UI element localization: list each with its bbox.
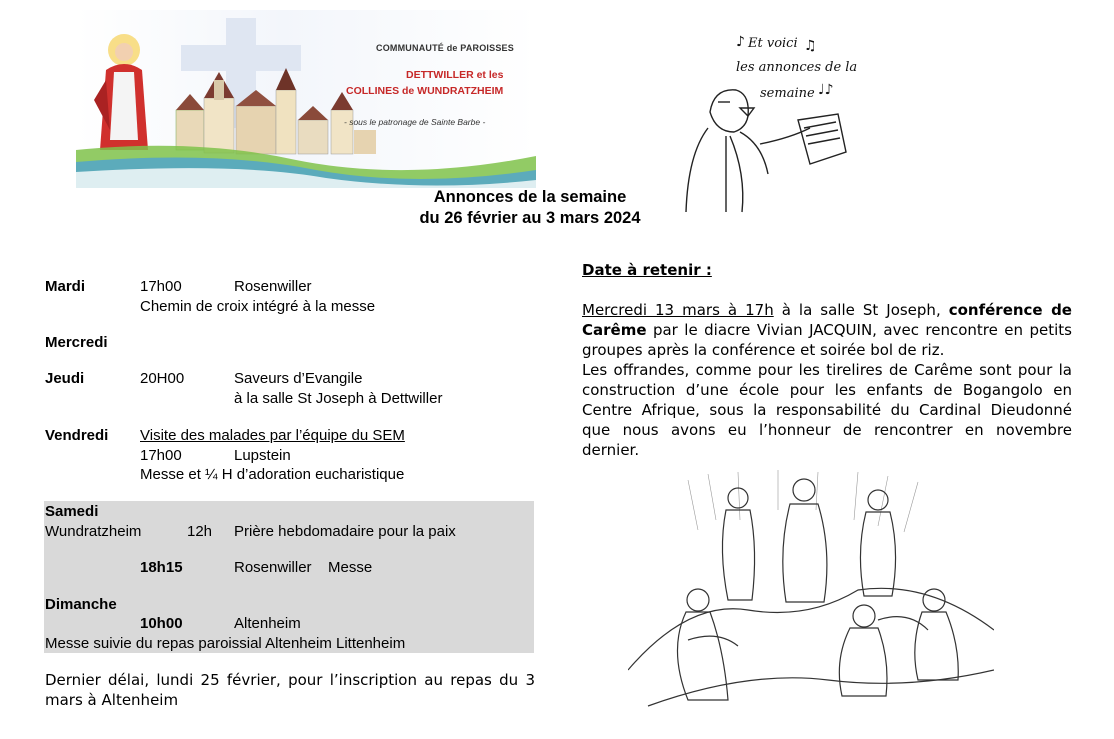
dimanche-desc: Messe suivie du repas paroissial Altenheim Littenheim [45,635,406,652]
singing-priest-illustration [670,24,860,214]
day-mardi: Mardi [45,278,86,295]
samedi-desc-2: Messe [328,559,373,576]
svg-text:♩♪: ♩♪ [818,82,834,98]
svg-text:♫: ♫ [804,38,817,54]
singing-priest-image [670,24,860,214]
page-title [360,187,700,229]
transfiguration-image [628,470,994,710]
logo-line-1: COMMUNAUTÉ de PAROISSES [376,43,514,53]
vendredi-place: Lupstein [234,447,291,464]
vendredi-visit: Visite des malades par l’équipe du SEM [140,427,405,444]
day-dimanche: Dimanche [45,596,117,613]
logo-line-2: DETTWILLER et les [406,69,504,81]
samedi-place-2: Rosenwiller [234,559,312,576]
logo-line-4: - sous le patronage de Sainte Barbe - [344,117,486,127]
right-column [582,260,1072,460]
parish-logo-image [76,10,536,188]
day-jeudi: Jeudi [45,370,85,387]
parish-logo [76,10,536,188]
event-date: Mercredi 13 mars à 17h [582,301,774,319]
singer-text-2: les annonces de la [736,60,858,75]
samedi-desc-1: Prière hebdomadaire pour la paix [234,523,456,540]
vendredi-time: 17h00 [140,447,182,464]
svg-text:♪: ♪ [736,34,745,50]
singer-text-1: Et voici [748,36,798,51]
jeudi-place: Saveurs d’Evangile [234,370,363,387]
event-paragraph [582,300,1072,360]
date-heading: Date à retenir : [582,261,712,279]
samedi-place-1: Wundratzheim [45,523,142,540]
mardi-time: 17h00 [140,278,182,295]
dimanche-place: Altenheim [234,615,301,632]
vendredi-desc: Messe et ¼ H d’adoration eucharistique [140,466,405,483]
event-bold: conférence de Carême [582,301,1072,339]
transfiguration-illustration [628,470,994,710]
jeudi-desc: à la salle St Joseph à Dettwiller [234,390,443,407]
singer-text-3: semaine [760,86,815,101]
mardi-place: Rosenwiller [234,278,312,295]
title-line-1: Annonces de la semaine [433,188,627,206]
day-mercredi: Mercredi [45,334,108,351]
title-line-2: du 26 février au 3 mars 2024 [419,209,641,227]
event-text-a: à la salle St Joseph, [773,301,949,319]
logo-line-3: COLLINES de WUNDRATZHEIM [346,85,504,97]
deadline-note: Dernier délai, lundi 25 février, pour l’inscription au repas du 3 mars à Altenheim [45,671,535,709]
event-text-b: par le diacre Vivian JACQUIN, avec rencontre en petits groupes après la conférence et soirée bol de riz. [582,321,1072,359]
day-samedi: Samedi [45,503,99,520]
dimanche-time: 10h00 [140,615,183,632]
offering-paragraph: Les offrandes, comme pour les tirelires de Carême sont pour la construction d’une école pour les enfants de Bogangolo en Centre Afrique, sous la responsabilité du Cardinal Dieudonné que nous avons eu l’honneur de rencontrer en novembre dernier. [582,361,1072,459]
jeudi-time: 20H00 [140,370,185,387]
samedi-time-2: 18h15 [140,559,183,576]
day-vendredi: Vendredi [45,427,109,444]
samedi-time-1: 12h [187,523,213,540]
mardi-desc: Chemin de croix intégré à la messe [140,298,376,315]
